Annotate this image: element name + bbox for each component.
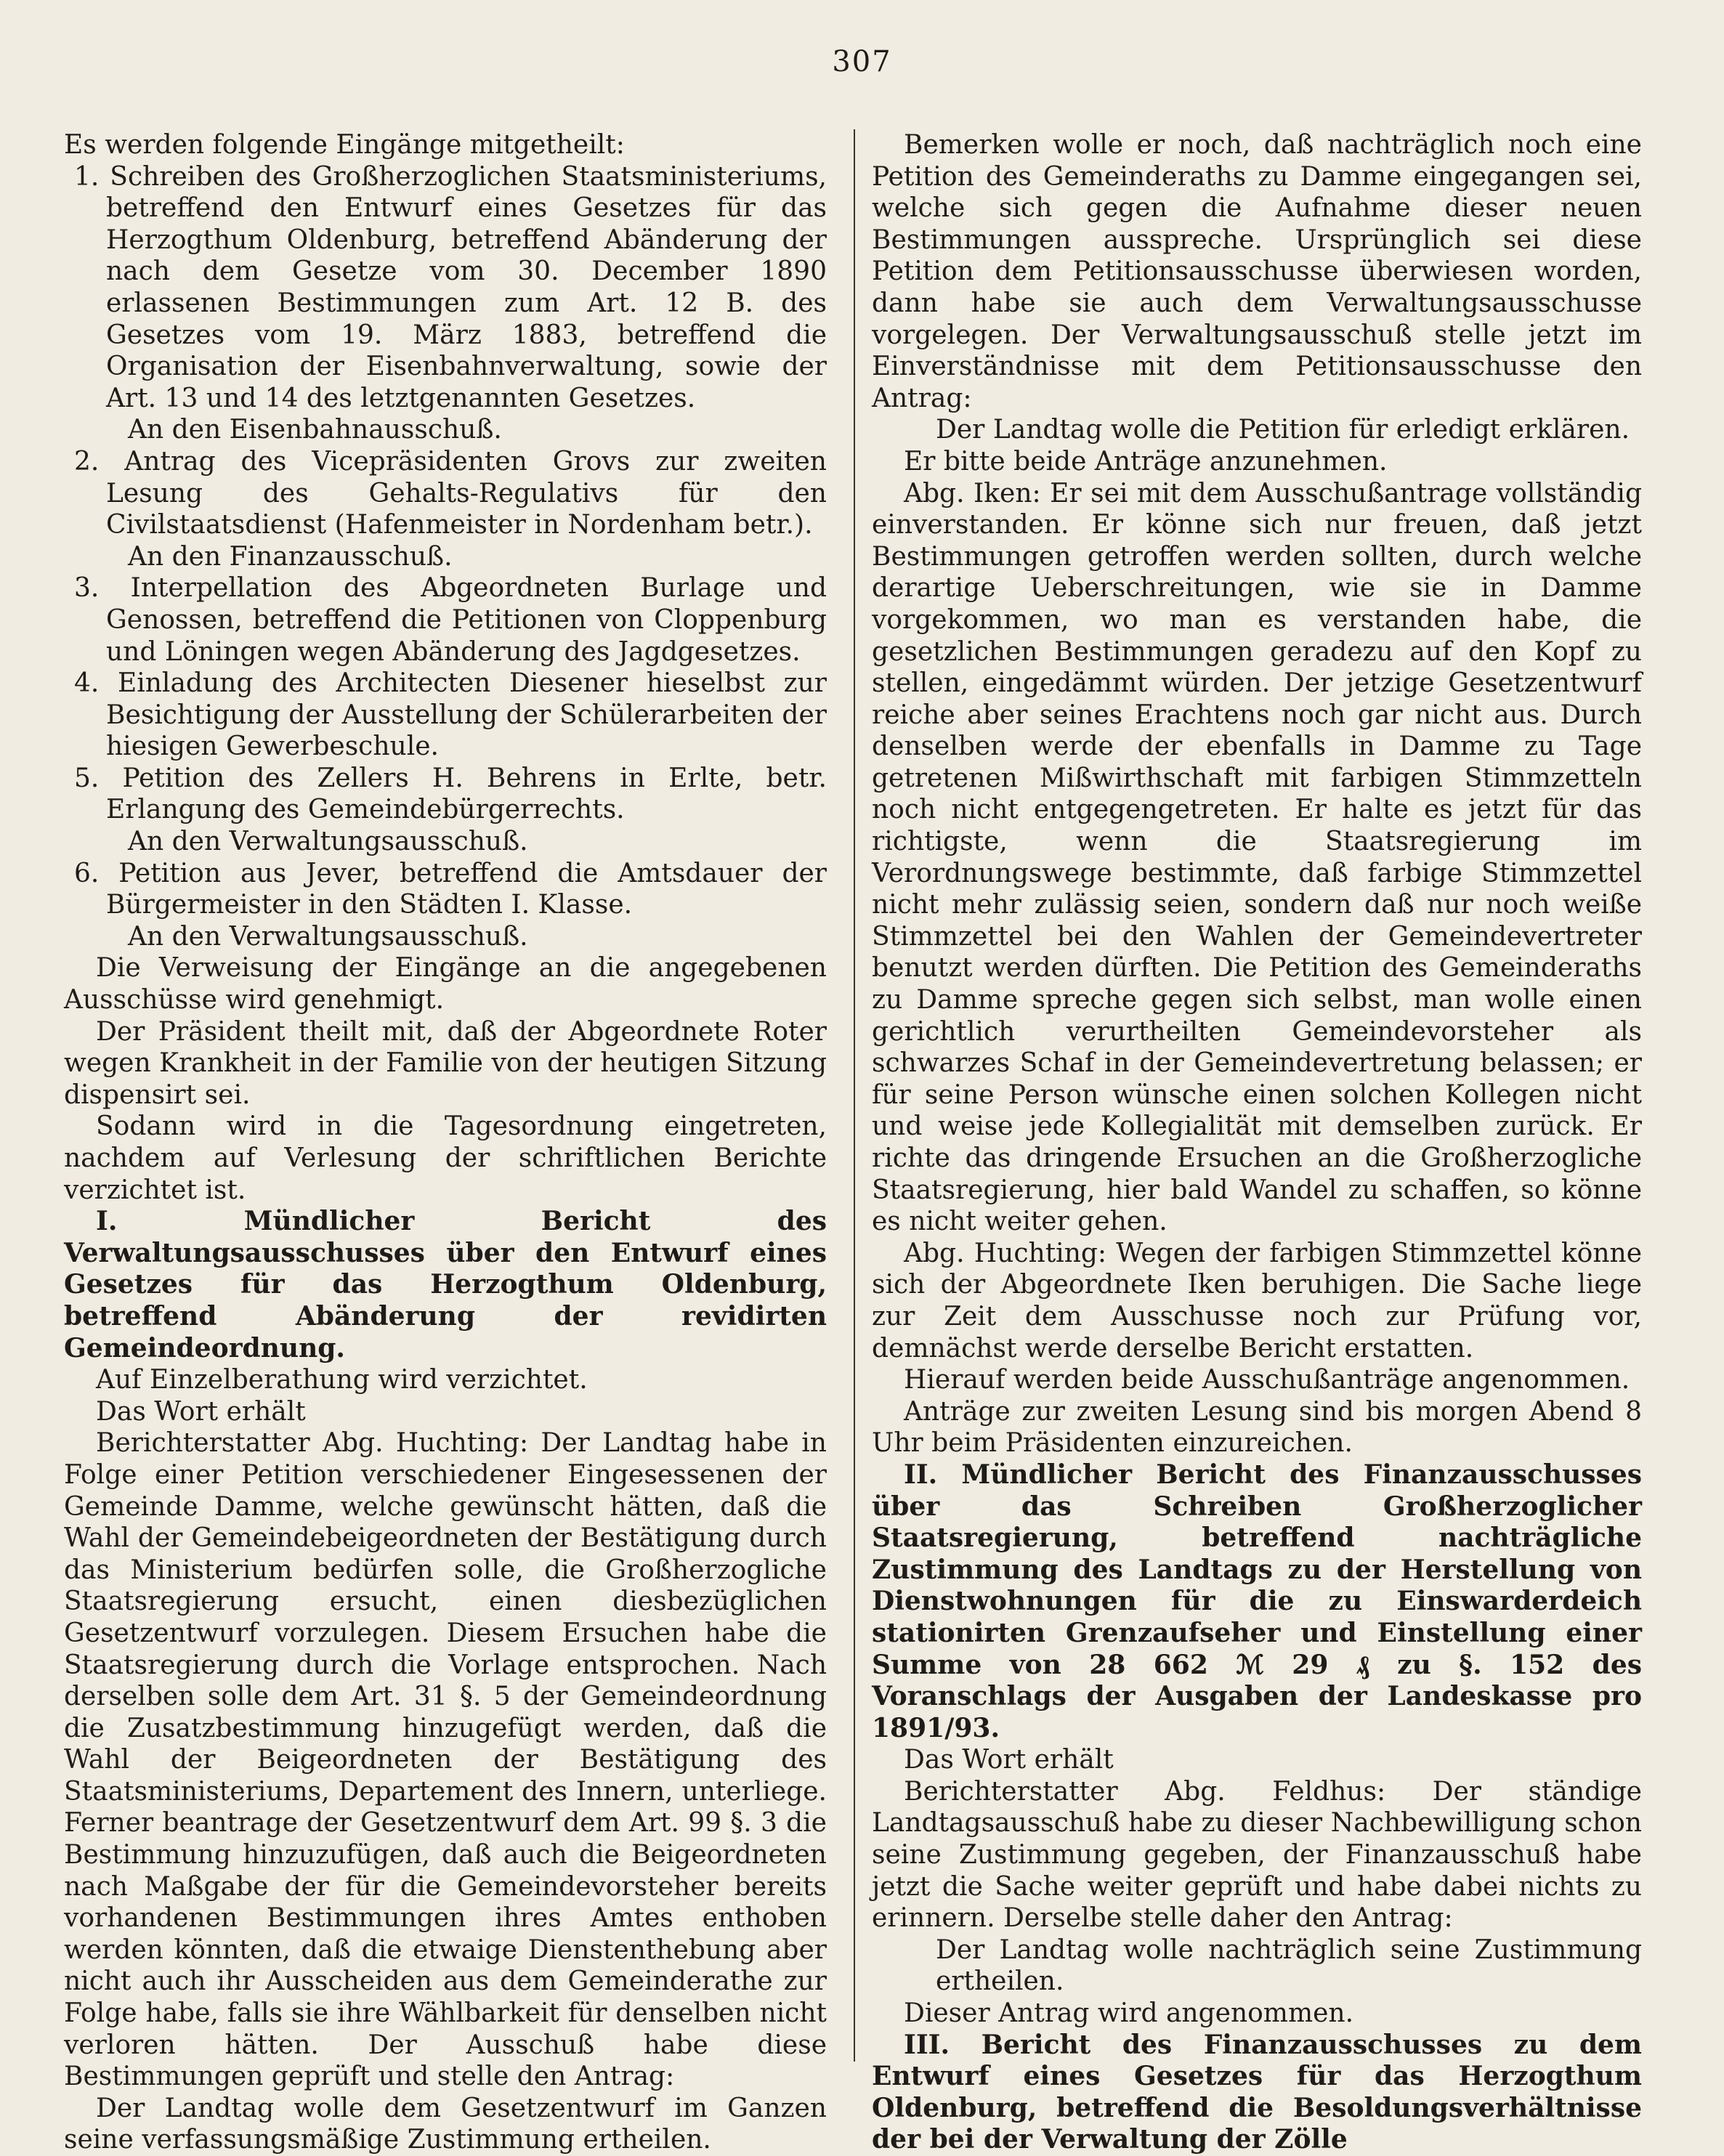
paragraph: Dieser Antrag wird angenommen. [904,1998,1354,2029]
paragraph: An den Eisenbahnausschuß. [128,415,502,445]
paragraph: Berichterstatter Abg. Huchting: Der Landtag habe in Folge einer Petition verschiedener Eingesessenen der Gemeinde Damme, welche gewünscht hätten, daß die Wahl der Gemeindebeigeordneten der Bestätigung durch das Ministerium bedürfen solle, die Großherzogliche Staatsregierung ersucht, einen diesbezüglichen Gesetzentwurf vorzulegen. Diesem Ersuchen habe die Staatsregierung durch die Vorlage entsprochen. Nach derselben solle dem Art. 31 §. 5 der Gemeindeordnung die Zusatzbestimmung hinzugefügt werden, daß die Wahl der Beigeordneten der Bestätigung des Staatsministeriums, Departement des Innern, unterliege. Ferner beantrage der Gesetzentwurf dem Art. 99 §. 3 die Bestimmung hinzuzufügen, daß auch die Beigeordneten nach Maßgabe der für die Gemeindevorsteher bereits vorhandenen Bestimmungen ihres Amtes enthoben werden könnten, daß die etwaige Dienstenthebung aber nicht auch ihr Ausscheiden aus dem Gemeinderathe zur Folge habe, falls sie ihre Wählbarkeit für denselben nicht verloren hätten. Der Ausschuß habe diese Bestimmungen geprüft und stelle den Antrag: [64,1428,827,2092]
paragraph: Der Präsident theilt mit, daß der Abgeordnete Roter wegen Krankheit in der Familie von der heutigen Sitzung dispensirt sei. [64,1016,827,1110]
column-divider [854,129,855,2062]
paragraph: 5. Petition des Zellers H. Behrens in Erlte, betr. Erlangung des Gemeindebürgerrechts. [74,763,827,825]
paragraph: Die Verweisung der Eingänge an die angegebenen Ausschüsse wird genehmigt. [64,953,827,1016]
paragraph: Der Landtag wolle die Petition für erledigt erklären. [936,415,1630,445]
paragraph: Das Wort erhält [96,1396,306,1427]
paragraph: Hierauf werden beide Ausschußanträge angenommen. [904,1365,1630,1395]
paragraph: Das Wort erhält [904,1745,1114,1775]
right-column [872,129,1642,2156]
left-column [64,129,827,2156]
paragraph: 6. Petition aus Jever, betreffend die Amtsdauer der Bürgermeister in den Städten I. Klasse. [74,858,827,920]
paragraph: Es werden folgende Eingänge mitgetheilt: [64,130,625,160]
paragraph: Berichterstatter Abg. Feldhus: Der ständige Landtagsausschuß habe zu dieser Nachbewilligung schon seine Zustimmung gegeben, der Finanzausschuß habe jetzt die Sache weiter geprüft und habe dabei nichts zu erinnern. Derselbe stelle daher den Antrag: [872,1776,1642,1934]
paragraph: Er bitte beide Anträge anzunehmen. [904,446,1388,477]
paragraph: Bemerken wolle er noch, daß nachträglich noch eine Petition des Gemeinderaths zu Damme eingegangen sei, welche sich gegen die Aufnahme dieser neuen Bestimmungen ausspreche. Ursprünglich sei diese Petition dem Petitionsausschusse überwiesen worden, dann habe sie auch dem Verwaltungsausschusse vorgelegen. Der Verwaltungsausschuß stelle jetzt im Einverständnisse mit dem Petitionsausschusse den Antrag: [872,130,1642,413]
paragraph: Anträge zur zweiten Lesung sind bis morgen Abend 8 Uhr beim Präsidenten einzureichen. [872,1396,1642,1459]
paragraph: 2. Antrag des Vicepräsidenten Grovs zur zweiten Lesung des Gehalts-Regulativs für den Civilstaatsdienst (Hafenmeister in Nordenham betr.). [74,446,827,540]
page-number: 307 [832,45,892,78]
paragraph: 3. Interpellation des Abgeordneten Burlage und Genossen, betreffend die Petitionen von Cloppenburg und Löningen wegen Abänderung des Jagdgesetzes. [74,573,827,667]
paragraph: An den Finanzausschuß. [128,541,453,572]
paragraph: Sodann wird in die Tagesordnung eingetreten, nachdem auf Verlesung der schriftlichen Berichte verzichtet ist. [64,1111,827,1205]
paragraph: Abg. Huchting: Wegen der farbigen Stimmzettel könne sich der Abgeordnete Iken beruhigen. Die Sache liege zur Zeit dem Ausschusse noch zur Prüfung vor, demnächst werde derselbe Bericht erstatten. [872,1238,1642,1363]
paragraph: An den Verwaltungsausschuß. [128,827,528,857]
paragraph: Der Landtag wolle dem Gesetzentwurf im Ganzen seine verfassungsmäßige Zustimmung ertheilen. [64,2093,827,2155]
paragraph: Der Landtag wolle nachträglich seine Zustimmung ertheilen. [936,1934,1642,1997]
paragraph: Auf Einzelberathung wird verzichtet. [96,1365,588,1395]
paragraph: 1. Schreiben des Großherzoglichen Staatsministeriums, betreffend den Entwurf eines Gesetzes für das Herzogthum Oldenburg, betreffend Abänderung der nach dem Gesetze vom 30. December 1890 erlassenen Bestimmungen zum Art. 12 B. des Gesetzes vom 19. März 1883, betreffend die Organisation der Eisenbahnverwaltung, sowie der Art. 13 und 14 des letztgenannten Gesetzes. [74,161,827,413]
paragraph: An den Verwaltungsausschuß. [128,921,528,952]
paragraph: 4. Einladung des Architecten Diesener hieselbst zur Besichtigung der Ausstellung der Schülerarbeiten der hiesigen Gewerbeschule. [74,668,827,762]
paragraph: III. Bericht des Finanzausschusses zu dem Entwurf eines Gesetzes für das Herzogthum Oldenburg, betreffend die Besoldungsverhältnisse der bei der Verwaltung der Zölle [872,2029,1642,2155]
paragraph: I. Mündlicher Bericht des Verwaltungsausschusses über den Entwurf eines Gesetzes für das Herzogthum Oldenburg, betreffend Abänderung der revidirten Gemeindeordnung. [64,1206,827,1363]
paragraph: Abg. Iken: Er sei mit dem Ausschußantrage vollständig einverstanden. Er könne sich nur freuen, daß jetzt Bestimmungen getroffen werden sollten, durch welche derartige Ueberschreitungen, wie sie in Damme vorgekommen, wo man es verstanden habe, die gesetzlichen Bestimmungen geradezu auf den Kopf zu stellen, eingedämmt würden. Der jetzige Gesetzentwurf reiche aber seines Erachtens noch gar nicht aus. Durch denselben werde der ebenfalls in Damme zu Tage getretenen Mißwirthschaft mit farbigen Stimmzetteln noch nicht entgegengetreten. Er halte es jetzt für das richtigste, wenn die Staatsregierung im Verordnungswege bestimmte, daß farbige Stimmzettel nicht mehr zulässig seien, sondern daß nur noch weiße Stimmzettel bei den Wahlen der Gemeindevertreter benutzt werden dürften. Die Petition des Gemeinderaths zu Damme spreche gegen sich selbst, man wolle einen gerichtlich verurtheilten Gemeindevorsteher als schwarzes Schaf in der Gemeindevertretung belassen; er für seine Person wünsche einen solchen Kollegen nicht und weise jede Kollegialität mit demselben zurück. Er richte das dringende Ersuchen an die Großherzogliche Staatsregierung, hier bald Wandel zu schaffen, so könne es nicht weiter gehen. [872,478,1642,1237]
paragraph: II. Mündlicher Bericht des Finanzausschusses über das Schreiben Großherzoglicher Staatsregierung, betreffend nachträgliche Zustimmung des Landtags zu der Herstellung von Dienstwohnungen für die zu Einswarderdeich stationirten Grenzaufseher und Einstellung einer Summe von 28 662 ℳ 29 ₰ zu §. 152 des Voranschlags der Ausgaben der Landeskasse pro 1891/93. [872,1459,1642,1743]
